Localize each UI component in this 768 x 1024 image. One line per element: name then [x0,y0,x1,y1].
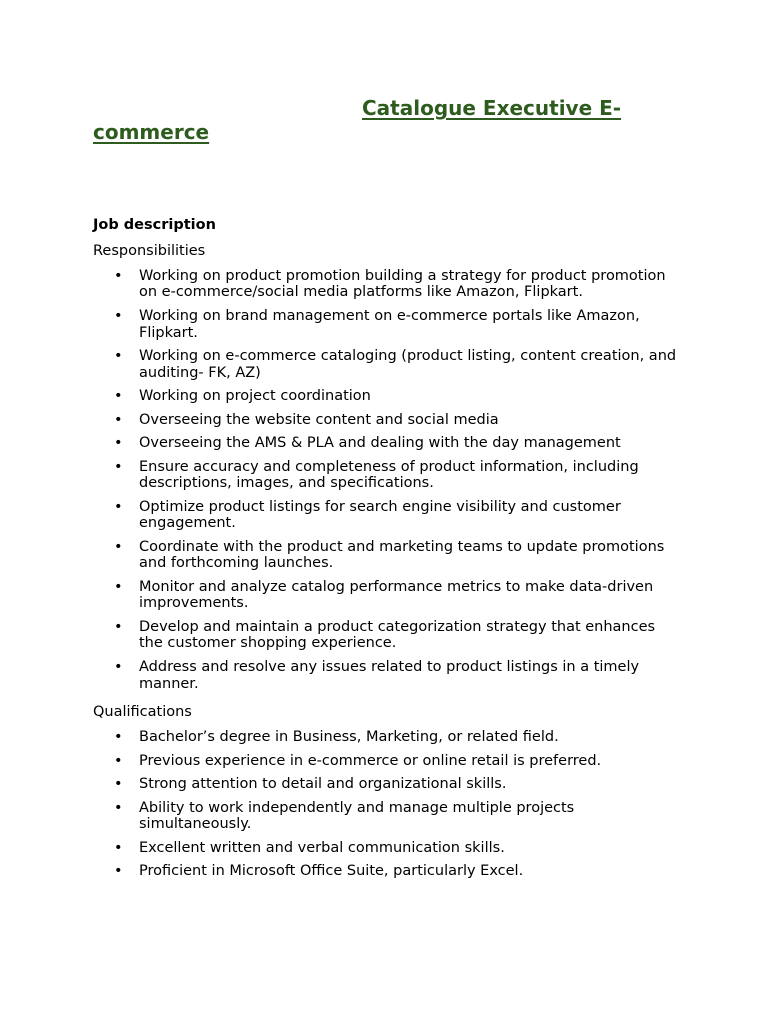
list-item-text: Overseeing the website content and social media [139,411,499,428]
bullet-icon: • [114,458,123,475]
bullet-icon: • [114,267,123,284]
list-item [93,800,683,833]
document-page [93,96,683,880]
bullet-icon: • [114,799,123,816]
list-item [93,753,683,770]
list-item-text: Working on project coordination [139,388,371,405]
bullet-icon: • [114,658,123,675]
list-item [93,268,683,301]
bullet-icon: • [114,752,123,769]
list-item-text: Proficient in Microsoft Office Suite, particularly Excel. [139,863,524,880]
list-item-text: Working on product promotion building a strategy for product promotion on e-commerce/social media platforms like Amazon, Flipkart. [139,267,666,301]
qualifications-list [93,729,683,880]
list-item [93,459,683,492]
list-item [93,539,683,572]
responsibilities-label: Responsibilities [93,243,206,259]
list-item [93,499,683,532]
job-description-heading: Job description [93,217,216,233]
list-item [93,659,683,692]
list-item [93,840,683,857]
bullet-icon: • [114,348,123,365]
list-item-text: Bachelor’s degree in Business, Marketing, or related field. [139,729,559,746]
bullet-icon: • [114,863,123,880]
list-item [93,308,683,341]
bullet-icon: • [114,538,123,555]
list-item-text: Working on e-commerce cataloging (product listing, content creation, and auditing- FK, AZ) [139,348,677,381]
bullet-icon: • [114,578,123,595]
list-item [93,348,683,381]
list-item [93,729,683,746]
list-item [93,388,683,405]
list-item [93,412,683,429]
bullet-icon: • [114,776,123,793]
responsibilities-list [93,268,683,692]
list-item [93,619,683,652]
bullet-icon: • [114,839,123,856]
bullet-icon: • [114,498,123,515]
document-title: Catalogue Executive E-commerce [93,96,622,144]
qualifications-label: Qualifications [93,704,192,721]
bullet-icon: • [114,388,123,405]
list-item-text: Ability to work independently and manage multiple projects simultaneously. [139,799,575,833]
list-item-text: Previous experience in e-commerce or online retail is preferred. [139,752,602,769]
bullet-icon: • [114,729,123,746]
list-item [93,435,683,452]
list-item-text: Address and resolve any issues related to product listings in a timely manner. [139,658,640,692]
bullet-icon: • [114,435,123,452]
list-item-text: Optimize product listings for search engine visibility and customer engagement. [139,498,621,532]
list-item-text: Excellent written and verbal communication skills. [139,839,505,856]
list-item [93,579,683,612]
list-item [93,776,683,793]
list-item [93,863,683,880]
list-item-text: Develop and maintain a product categorization strategy that enhances the customer shopping experience. [139,618,656,652]
list-item-text: Monitor and analyze catalog performance metrics to make data-driven improvements. [139,578,654,612]
list-item-text: Working on brand management on e-commerce portals like Amazon, Flipkart. [139,307,640,341]
list-item-text: Strong attention to detail and organizational skills. [139,776,507,793]
list-item-text: Coordinate with the product and marketing teams to update promotions and forthcoming launches. [139,538,665,572]
bullet-icon: • [114,307,123,324]
bullet-icon: • [114,618,123,635]
list-item-text: Ensure accuracy and completeness of product information, including descriptions, images, and specifications. [139,458,639,492]
list-item-text: Overseeing the AMS & PLA and dealing with the day management [139,435,621,452]
bullet-icon: • [114,411,123,428]
